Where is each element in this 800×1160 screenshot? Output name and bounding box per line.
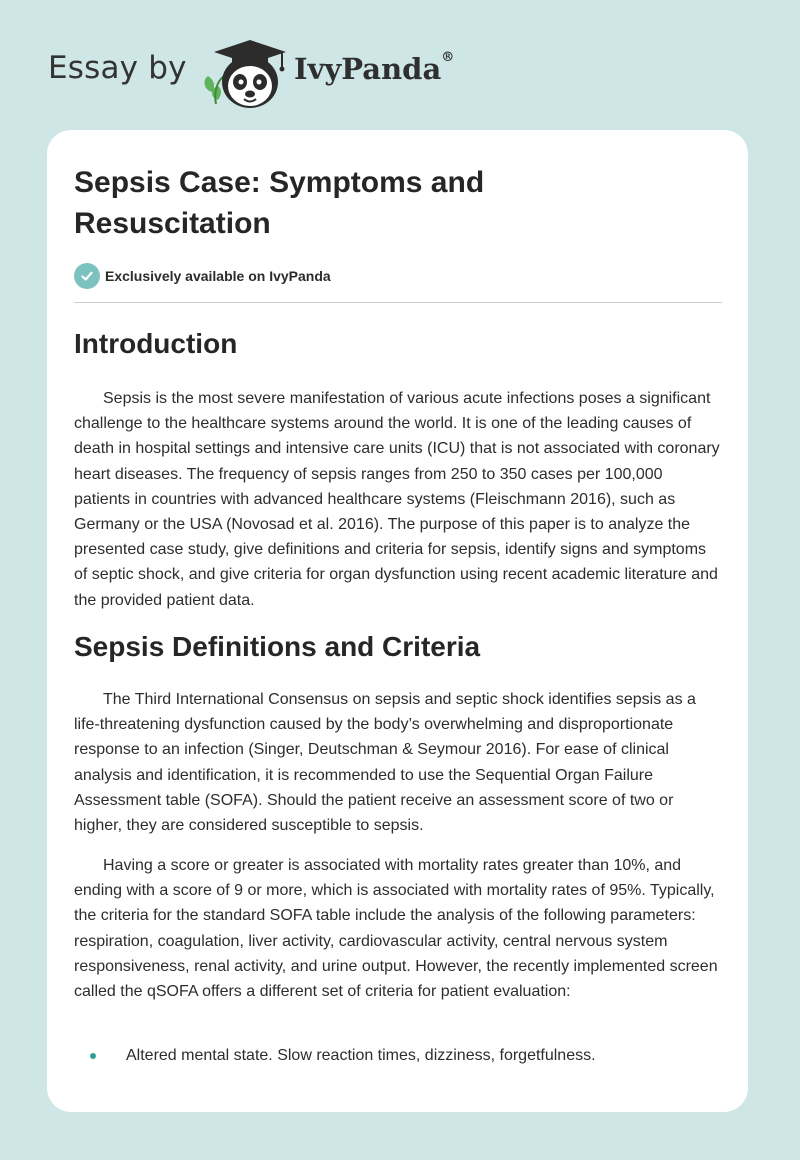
paragraph: Sepsis is the most severe manifestation of various acute infections poses a significant challenge to the healthcare systems around the world. It is one of the leading causes of death in hospital settings and intensive care units (ICU) that is not associated with coronary heart diseases. The frequency of sepsis ranges from 250 to 350 cases per 100,000 patients in countries with advanced healthcare systems (Fleischmann 2016), such as Germany or the USA (Novosad et al. 2016). The purpose of this paper is to analyze the presented case study, give definitions and criteria for sepsis, identify signs and symptoms of septic shock, and give criteria for organ dysfunction using recent academic literature and the provided patient data. — [74, 390, 720, 609]
section-heading-introduction: Introduction — [74, 328, 238, 359]
essay-by-label: Essay by — [48, 50, 187, 86]
paragraph: Having a score or greater is associated with mortality rates greater than 10%, and ending with a score of 9 or more, which is associated with mortality rates of 95%. Typically, the criteria for the standard SOFA table include the analysis of the following parameters: respiration, coagulation, liver activity, cardiovascular activity, central nervous system responsiveness, renal activity, and urine output. However, the recently implemented screen called the qSOFA offers a different set of criteria for patient evaluation: — [74, 857, 718, 1001]
divider — [74, 302, 722, 303]
essay-card — [47, 130, 748, 1112]
section-heading-definitions: Sepsis Definitions and Criteria — [74, 631, 481, 662]
bullet-icon — [90, 1053, 96, 1059]
panda-logo-icon[interactable] — [200, 36, 292, 110]
registered-mark: ® — [441, 50, 455, 65]
list-item-text: Altered mental state. Slow reaction times, dizziness, forgetfulness. — [126, 1047, 596, 1064]
site-header — [48, 36, 488, 110]
exclusive-badge — [74, 263, 331, 289]
criteria-list — [74, 1043, 722, 1068]
exclusive-label: Exclusively available on IvyPanda — [105, 268, 331, 284]
checkmark-icon — [74, 263, 100, 289]
essay-title: Sepsis Case: Symptoms and Resuscitation — [74, 166, 485, 240]
brand-name[interactable]: IvyPanda® — [294, 50, 455, 86]
list-item — [74, 1043, 722, 1068]
paragraph: The Third International Consensus on sepsis and septic shock identifies sepsis as a life-threatening dysfunction caused by the body’s overwhelming and disproportionate response to an infection (Singer, Deutschman & Seymour 2016). For ease of clinical analysis and identification, it is recommended to use the Sequential Organ Failure Assessment table (SOFA). Should the patient receive an assessment score of two or higher, they are considered susceptible to sepsis. — [74, 691, 696, 835]
